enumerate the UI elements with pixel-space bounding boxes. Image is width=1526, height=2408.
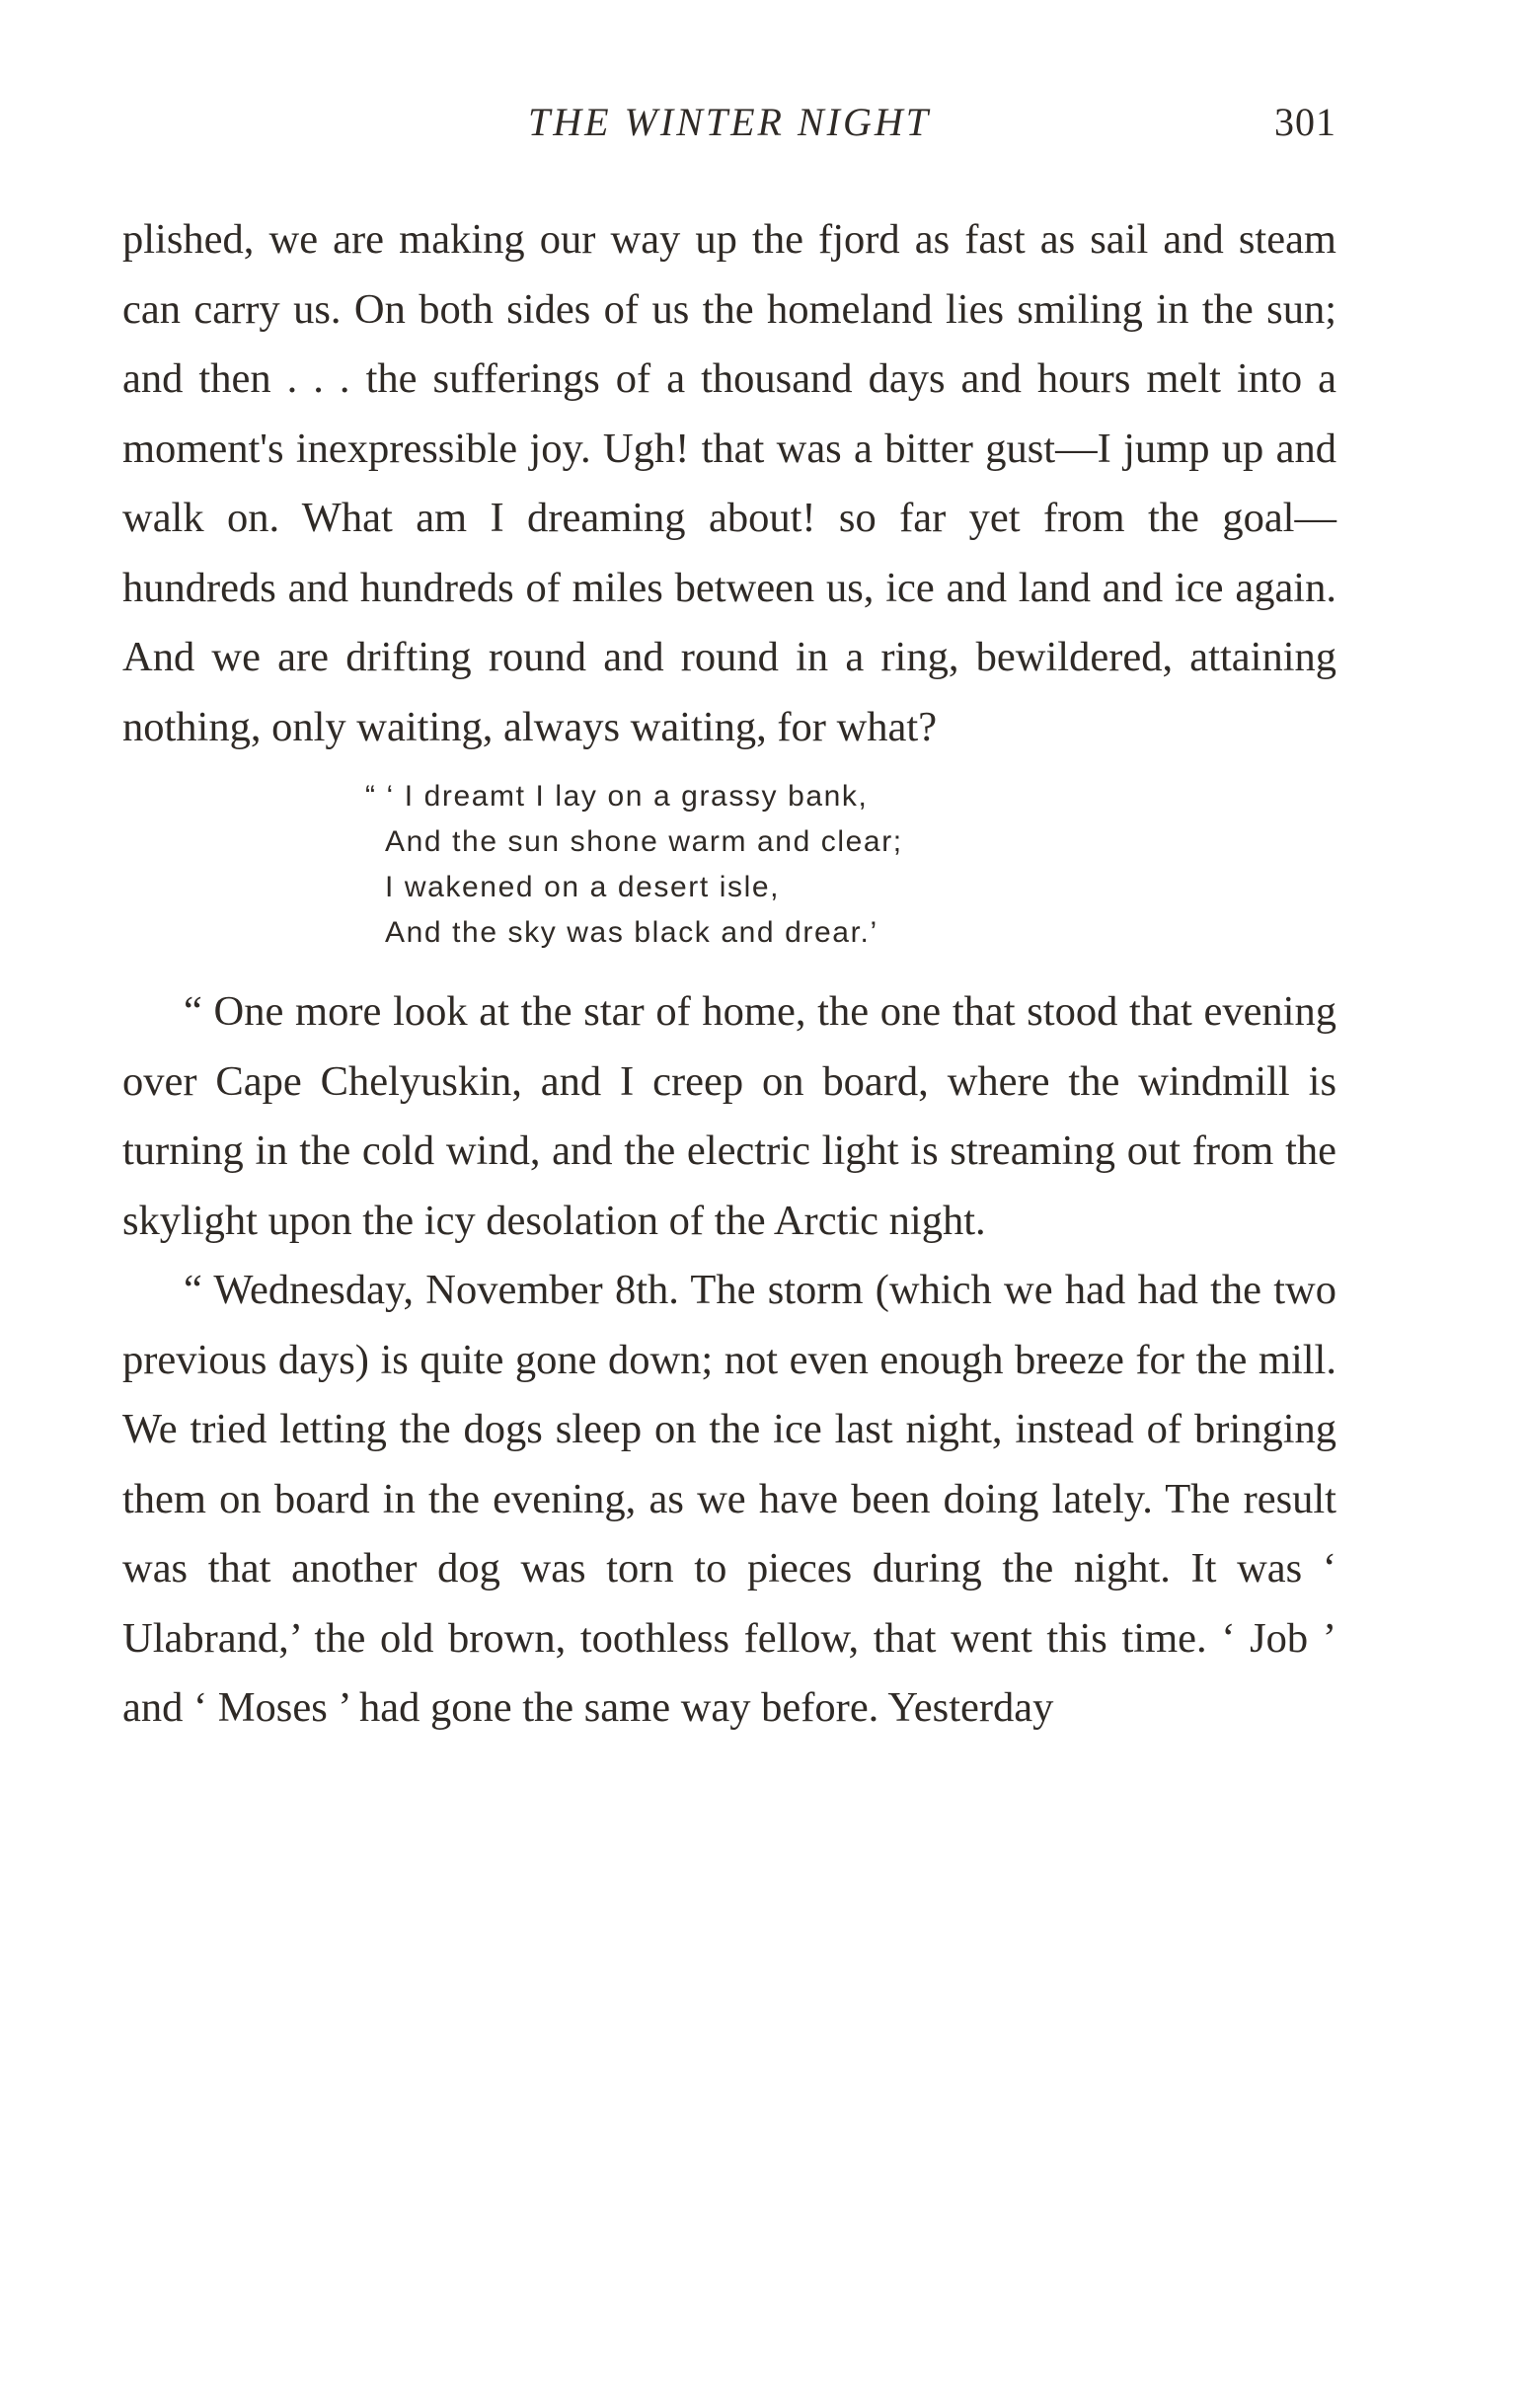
poem-line: And the sky was black and drear.’ [385, 916, 878, 949]
body-text [122, 205, 1336, 1744]
poem-line: “ ‘ I dreamt I lay on a grassy bank, [365, 780, 869, 813]
paragraph: “ Wednesday, November 8th. The storm (which we had had the two previous days) is quite gone down; not even enough breeze for the mill. We tried letting the dogs sleep on the ice last night, instead of bringing them on board in the evening, as we have been doing lately. The result was that another dog was torn to pieces during the night. It was ‘ Ulabrand,’ the old brown, toothless fellow, that went this time. ‘ Job ’ and ‘ Moses ’ had gone the same way before. Yesterday [122, 1267, 1336, 1731]
poem-line: And the sun shone warm and clear; [385, 825, 903, 858]
page-number: 301 [1274, 100, 1336, 144]
paragraph: “ One more look at the star of home, the one that stood that evening over Cape Chelyuskin, and I creep on board, where the windmill is turning in the cold wind, and the electric light is streaming out from the skylight upon the icy desolation of the Arctic night. [122, 988, 1336, 1244]
poem-line: I wakened on a desert isle, [385, 871, 781, 903]
poem-quotation [122, 774, 1336, 956]
paragraph: plished, we are making our way up the fjord as fast as sail and steam can carry us. On both sides of us the homeland lies smiling in the sun; and then . . . the sufferings of a thousand days and hours melt into a moment's inexpressible joy. Ugh! that was a bitter gust—I jump up and walk on. What am I dreaming about! so far yet from the goal—hundreds and hundreds of miles between us, ice and land and ice again. And we are drifting round and round in a ring, bewildered, attaining nothing, only waiting, always waiting, for what? [122, 216, 1336, 750]
running-title: THE WINTER NIGHT [527, 100, 932, 144]
running-head [122, 99, 1336, 158]
